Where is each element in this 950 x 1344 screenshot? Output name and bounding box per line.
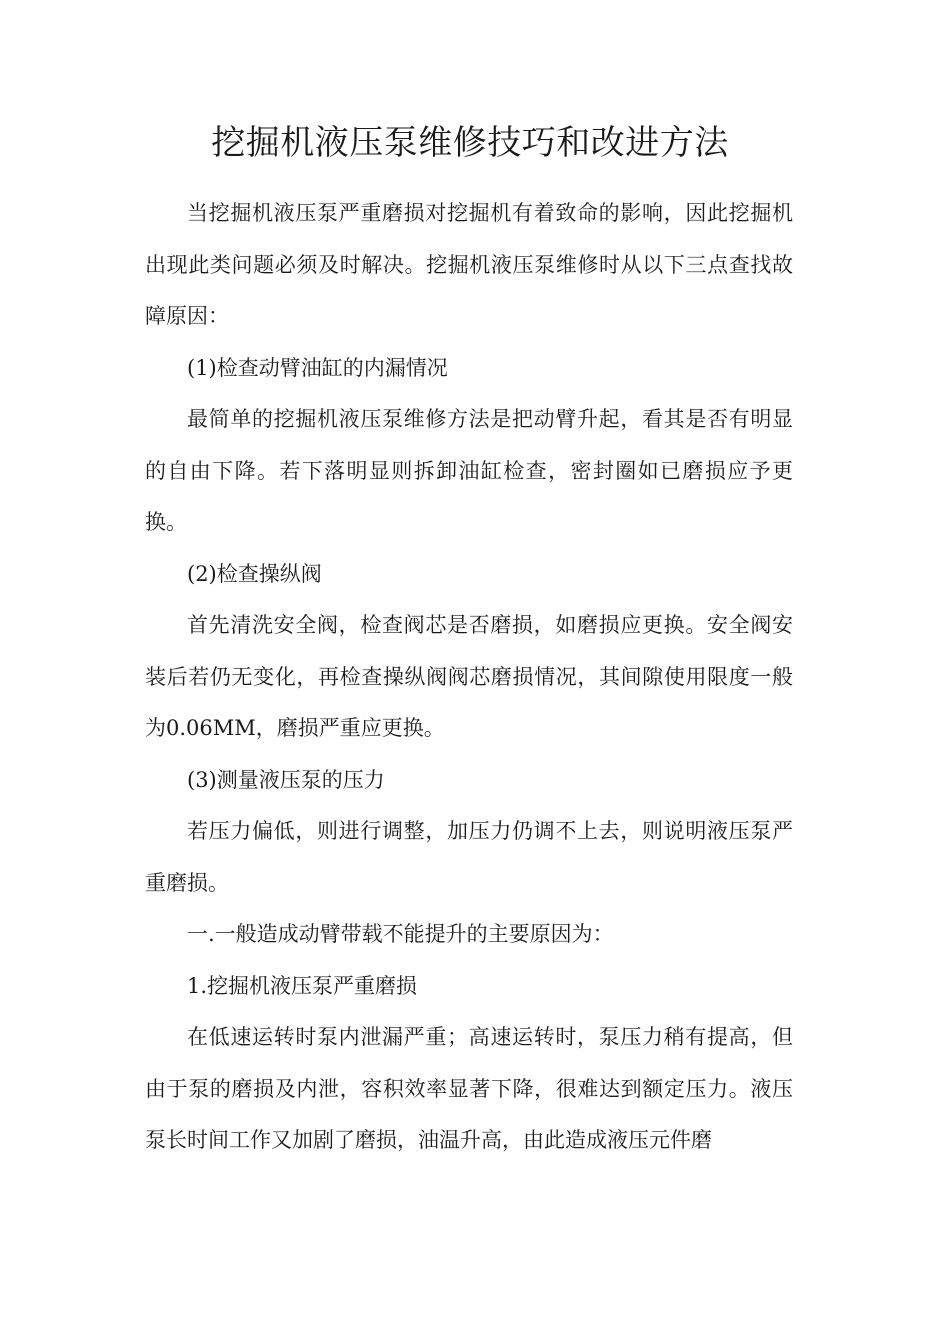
document-title: 挖掘机液压泵维修技巧和改进方法 [211,123,729,163]
heading-pump-wear: 1.挖掘机液压泵严重磨损 [187,973,418,998]
paragraph-control-valve: 首先清洗安全阀，检查阀芯是否磨损，如磨损应更换。安全阀安装后若仍无变化，再检查操纵阀阀芯磨损情况，其间隙使用限度一般为0.06MM，磨损严重应更换。 [145,613,793,740]
heading-measure-pump-pressure: (3)测量液压泵的压力 [187,767,385,792]
document-body [145,188,793,1167]
paragraph-boom-cylinder: 最简单的挖掘机液压泵维修方法是把动臂升起，看其是否有明显的自由下降。若下落明显则拆卸油缸检查，密封圈如已磨损应予更换。 [145,407,793,534]
paragraph-intro: 当挖掘机液压泵严重磨损对挖掘机有着致命的影响，因此挖掘机出现此类问题必须及时解决。挖掘机液压泵维修时从以下三点查找故障原因： [145,201,793,328]
paragraph-pump-wear: 在低速运转时泵内泄漏严重；高速运转时，泵压力稍有提高，但由于泵的磨损及内泄，容积效率显著下降，很难达到额定压力。液压泵长时间工作又加剧了磨损，油温升高，由此造成液压元件磨 [145,1025,793,1152]
heading-check-boom-cylinder: (1)检查动臂油缸的内漏情况 [187,355,448,380]
heading-main-causes: 一.一般造成动臂带载不能提升的主要原因为： [187,922,614,946]
paragraph-pump-pressure: 若压力偏低，则进行调整，加压力仍调不上去，则说明液压泵严重磨损。 [145,819,793,895]
heading-check-control-valve: (2)检查操纵阀 [187,561,322,586]
